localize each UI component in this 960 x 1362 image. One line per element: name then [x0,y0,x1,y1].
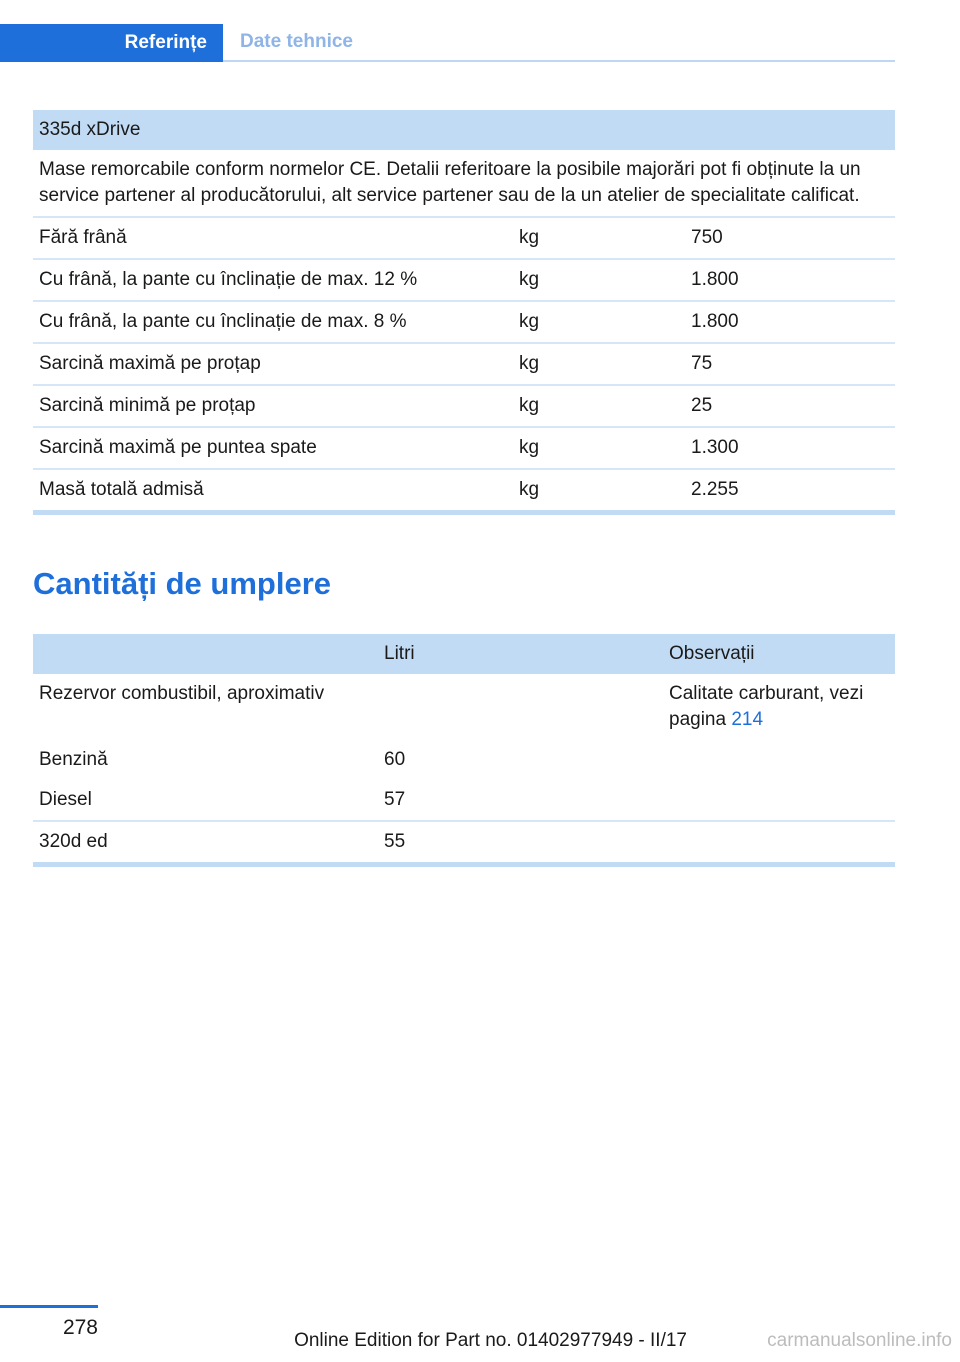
table-row [33,780,895,821]
row-observatii [663,740,895,780]
row-unit: kg [513,217,685,259]
row-unit: kg [513,343,685,385]
table-row [33,385,895,427]
fill-quantities-table [33,634,895,867]
row-unit: kg [513,301,685,343]
row-unit: kg [513,469,685,510]
edition-text: Online Edition for Part no. 01402977949 - II/17 [294,1330,687,1351]
towing-weights-table [33,110,895,515]
row-label: Sarcină maximă pe puntea spate [33,427,513,469]
row-label: Sarcină maximă pe proțap [33,343,513,385]
table-bottom-bar [33,510,895,515]
row-value: 750 [685,217,895,259]
tab-date-tehnice[interactable]: Date tehnice [240,31,353,52]
header-empty [33,634,378,674]
table-bottom-bar [33,862,895,867]
row-unit: kg [513,427,685,469]
row-unit: kg [513,259,685,301]
row-label: 320d ed [33,821,378,862]
footer-accent-line [0,1305,98,1308]
row-unit: kg [513,385,685,427]
table-row [33,259,895,301]
row-value: 25 [685,385,895,427]
row-value: 2.255 [685,469,895,510]
header [0,24,895,62]
row-value: 1.800 [685,301,895,343]
table-header-row [33,634,895,674]
row-label: Benzină [39,749,108,770]
table-row [33,217,895,259]
row-label: Rezervor combustibil, aproximativ [39,683,325,704]
table-row [33,740,895,780]
table-row [33,674,895,740]
page-link[interactable]: 214 [731,709,764,730]
table-row [33,427,895,469]
table-row [33,343,895,385]
row-value: 1.300 [685,427,895,469]
row-label: Masă totală admisă [33,469,513,510]
row-label: Fără frână [33,217,513,259]
towing-note: Mase remorcabile conform normelor CE. Detalii referitoare la posibile majorări pot fi obținute la un service partener al producătorului, alt service partener sau de la un atelier de specialitate calificat. [39,159,861,206]
note-row [33,150,895,217]
row-label: Cu frână, la pante cu înclinație de max. 8 % [33,301,513,343]
row-litri [378,674,663,740]
row-value: 1.800 [685,259,895,301]
row-label: Diesel [39,789,92,810]
header-litri: Litri [384,643,415,664]
table-header-row [33,110,895,150]
row-observatii [663,674,895,740]
table-row [33,821,895,862]
table-row [33,301,895,343]
page-number: 278 [62,1316,98,1339]
row-value: 75 [685,343,895,385]
section-title: Cantități de umplere [33,566,331,601]
table-row [33,469,895,510]
row-observatii [663,821,895,862]
watermark: carmanualsonline.info [767,1330,952,1351]
row-observatii [663,780,895,821]
row-litri: 57 [384,789,406,810]
row-label: Sarcină minimă pe proțap [33,385,513,427]
row-litri: 60 [384,749,406,770]
row-label: Cu frână, la pante cu înclinație de max. 12 % [33,259,513,301]
tab-referinte[interactable]: Referințe [0,24,223,62]
row-litri: 55 [378,821,663,862]
obs-text: Calitate carburant, vezi pagina [669,683,864,730]
header-observatii: Observații [669,643,755,664]
model-header: 335d xDrive [39,119,141,140]
